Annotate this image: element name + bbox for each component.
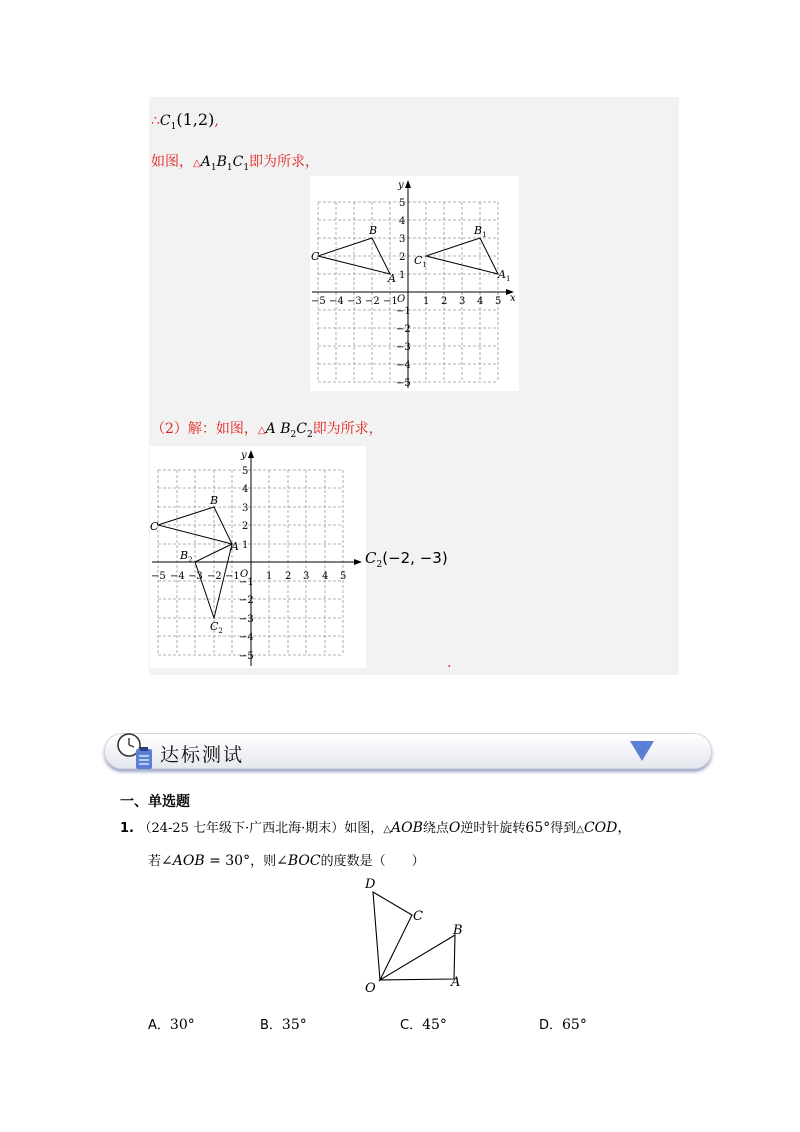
origin-label: O (397, 294, 406, 305)
y-tick-label: −4 (239, 632, 254, 643)
x-tick-label: 1 (266, 571, 273, 582)
vertex-label-a: A (388, 272, 396, 285)
subscript: 1 (243, 162, 250, 173)
option-a[interactable] (148, 1014, 195, 1033)
angle-value: = 30° (204, 853, 251, 869)
y-tick-label: −4 (396, 360, 411, 371)
fig-label-a: A (451, 975, 461, 990)
y-tick-label: 3 (399, 234, 406, 245)
triangle-symbol: △ (576, 824, 584, 835)
coordinate-grid-1 (310, 176, 519, 391)
x-tick-label: −4 (329, 296, 344, 307)
x-tick-label: −3 (347, 296, 362, 307)
option-value: 45° (422, 1017, 447, 1033)
question-source: （24-25 七年级下·广西北海·期末）如图， (138, 821, 384, 836)
fig-label-d: D (365, 877, 376, 892)
text: ，则 (250, 854, 277, 869)
triangle-cod: COD (583, 820, 618, 836)
question-line-2 (148, 850, 425, 869)
y-tick-label: −5 (239, 651, 254, 662)
x-tick-label: 2 (285, 571, 292, 582)
subscript: 2 (376, 560, 383, 570)
vertex-subscript: 2 (188, 556, 193, 564)
punct: ， (617, 820, 632, 836)
c2-coordinates (365, 549, 448, 570)
rotation-angle: 65° (525, 820, 551, 836)
option-value: 30° (169, 1017, 195, 1033)
y-tick-label: 4 (399, 216, 406, 227)
y-tick-label: 3 (242, 503, 249, 514)
y-tick-label: −2 (396, 324, 411, 335)
vertex-subscript: 1 (482, 231, 487, 239)
text: 若 (148, 854, 162, 869)
subscript: 1 (226, 162, 233, 173)
option-label: D． (539, 1018, 563, 1033)
question-number: 1. (120, 821, 134, 836)
point-o: O (448, 820, 461, 836)
trailing-dot: . (447, 655, 452, 671)
subscript: 1 (170, 121, 177, 132)
y-tick-label: 1 (242, 540, 249, 551)
solution-line-1 (151, 110, 219, 132)
vertex-subscript: 1 (505, 275, 511, 283)
x-axis-label: x (510, 293, 516, 304)
vertex-a: A (265, 421, 276, 437)
vertex-label-b1: $B_1$ (474, 224, 487, 239)
vertex-subscript: 2 (218, 627, 223, 635)
option-value: 65° (562, 1017, 587, 1033)
vertex-label-a: A (231, 540, 239, 553)
triangle-symbol: △ (257, 425, 266, 436)
triangle-down-icon[interactable] (630, 741, 654, 761)
angle-symbol: ∠ (161, 853, 173, 869)
x-tick-label: 4 (477, 296, 484, 307)
vertex-subscript: 1 (422, 261, 427, 269)
y-tick-label: 5 (242, 466, 249, 477)
x-tick-label: −1 (225, 571, 240, 582)
x-tick-label: −2 (207, 571, 222, 582)
x-tick-label: 3 (303, 571, 310, 582)
angle-boc: BOC (287, 853, 321, 869)
vertex-c2: C (296, 421, 307, 437)
text: 即为所求， (249, 154, 320, 170)
solution-line-2 (151, 151, 319, 173)
fig-label-b: B (453, 923, 463, 938)
vertex-label-c: C (311, 250, 320, 263)
y-tick-label: −1 (396, 306, 411, 317)
question-ask: 的度数是（ ） (320, 854, 425, 869)
x-tick-label: 4 (322, 571, 329, 582)
solution-line-3 (151, 418, 383, 440)
point-coords: (1,2) (176, 110, 215, 129)
y-axis-label: y (398, 180, 404, 191)
y-tick-label: −5 (396, 378, 411, 389)
x-tick-label: −5 (311, 296, 326, 307)
punct: , (214, 113, 219, 129)
option-label: A． (148, 1018, 170, 1033)
x-tick-label: 5 (340, 571, 347, 582)
point-name: C (159, 113, 171, 129)
vertex-label-c1: $C_1$ (414, 254, 427, 269)
option-c[interactable] (400, 1014, 447, 1033)
option-label: B． (260, 1018, 282, 1033)
coordinate-grid-2 (150, 446, 366, 668)
y-tick-label: −3 (396, 342, 411, 353)
text: 如图， (151, 154, 193, 170)
x-tick-label: 2 (441, 296, 448, 307)
therefore-symbol: ∴ (151, 113, 160, 129)
vertex-c1: C (232, 154, 244, 170)
subscript: 2 (290, 429, 297, 440)
y-tick-label: 4 (242, 484, 249, 495)
triangle-symbol: △ (193, 158, 201, 169)
text: 即为所求， (312, 421, 383, 437)
x-tick-label: −2 (365, 296, 380, 307)
point-coords: (−2, −3) (382, 549, 448, 567)
x-tick-label: 5 (495, 296, 502, 307)
vertex-b2: B (280, 421, 291, 437)
x-tick-label: 1 (423, 296, 430, 307)
y-tick-label: −1 (239, 577, 254, 588)
angle-aob: AOB (172, 853, 205, 869)
vertex-label-b: B (369, 224, 378, 237)
y-tick-label: 2 (399, 252, 406, 263)
text: 得到 (550, 821, 577, 836)
banner-title: 达标测试 (160, 744, 245, 766)
vertex-label-a1: $A_1$ (498, 268, 511, 283)
subscript: 1 (210, 162, 217, 173)
point-name: C (365, 549, 377, 567)
vertex-b1: B (216, 154, 227, 170)
triangle-aob: AOB (391, 820, 423, 836)
x-tick-label: −4 (170, 571, 185, 582)
y-tick-label: 5 (399, 198, 406, 209)
x-tick-label: −5 (151, 571, 166, 582)
x-tick-label: −3 (188, 571, 203, 582)
text: 绕点 (422, 821, 449, 836)
fig-label-c: C (413, 909, 423, 924)
option-value: 35° (281, 1017, 307, 1033)
triangle-symbol: △ (383, 824, 392, 835)
option-d[interactable] (539, 1014, 587, 1033)
y-tick-label: −2 (239, 595, 254, 606)
clock-clipboard-icon (116, 731, 156, 771)
origin-label: O (240, 569, 249, 580)
vertex-label-b: B (210, 494, 219, 507)
vertex-label-c2: $C_2$ (210, 620, 223, 635)
y-tick-label: 1 (399, 270, 406, 281)
y-tick-label: 2 (242, 521, 249, 532)
subscript: 2 (306, 429, 313, 440)
angle-symbol: ∠ (276, 853, 288, 869)
x-tick-label: 3 (459, 296, 466, 307)
fig-label-o: O (365, 981, 376, 996)
section-banner (104, 733, 712, 773)
option-label: C． (400, 1018, 423, 1033)
option-b[interactable] (260, 1014, 307, 1033)
vertex-label-c: C (150, 520, 159, 533)
rotation-figure (355, 872, 475, 997)
vertex-a1: A (200, 154, 211, 170)
question-line-1 (120, 817, 631, 837)
text: 逆时针旋转 (460, 821, 526, 836)
y-tick-label: −3 (239, 614, 254, 625)
vertex-label-b2: $B_2$ (180, 549, 193, 564)
section-heading: 一、单选题 (120, 794, 190, 810)
part-label: （2）解：如图， (151, 421, 258, 437)
y-axis-label: y (241, 450, 247, 461)
x-tick-label: −1 (383, 296, 398, 307)
